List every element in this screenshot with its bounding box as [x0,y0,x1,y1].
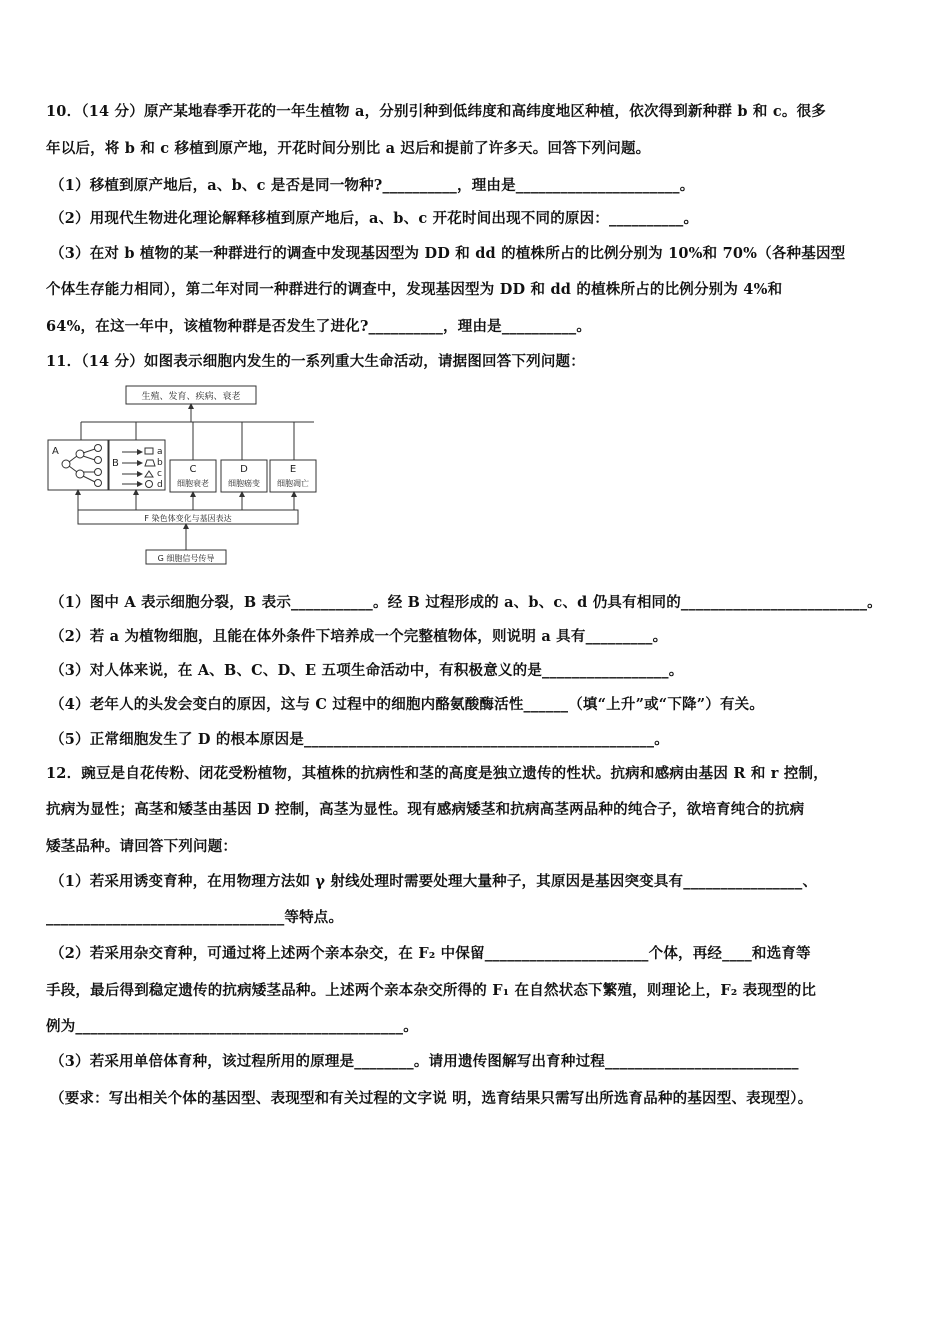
q11-part1: （1）图中 A 表示细胞分裂，B 表示___________。经 B 过程形成的 a、b、c、d 仍具有相同的_________________________。 [50,594,882,611]
cell-life-activities-diagram [46,384,326,574]
label-d: D [240,464,248,475]
label-e: E [289,464,297,475]
label-f: F 染色体变化与基因表达 [144,514,232,523]
q10-part1: （1）移植到原产地后，a、b、c 是否是同一物种?__________，理由是______________________。 [50,177,695,194]
q12-part3-line2: （要求：写出相关个体的基因型、表现型和有关过程的文字说 明，选育结果只需写出所选育品种的基因型、表现型）。 [50,1090,813,1107]
q10-line2: 年以后，将 b 和 c 移植到原产地，开花时间分别比 a 迟后和提前了许多天。回答下列问题。 [46,140,651,157]
q11-part3: （3）对人体来说，在 A、B、C、D、E 五项生命活动中，有积极意义的是_________________。 [50,662,684,679]
q12-part2-line1: （2）若采用杂交育种，可通过将上述两个亲本杂交，在 F₂ 中保留______________________个体，再经____和选育等 [50,945,811,962]
q12-part3-line1: （3）若采用单倍体育种，该过程所用的原理是________。请用遗传图解写出育种过程__________________________ [50,1053,799,1070]
q11-part4: （4）老年人的头发会变白的原因，这与 C 过程中的细胞内酪氨酸酶活性______（填“上升”或“下降”）有关。 [50,696,765,713]
q10-part2: （2）用现代生物进化理论解释移植到原产地后，a、b、c 开花时间出现不同的原因：__________。 [50,210,699,227]
q12-line3: 矮茎品种。请回答下列问题： [46,838,238,855]
q10-head: 10．（14 分）原产某地春季开花的一年生植物 a，分别引种到低纬度和高纬度地区种植，依次得到新种群 b 和 c。很多 [46,103,827,120]
label-out-a: a [157,447,163,457]
q12-part2-line2: 手段，最后得到稳定遗传的抗病矮茎品种。上述两个亲本杂交所得的 F₁ 在自然状态下繁殖，则理论上，F₂ 表现型的比 [46,982,817,999]
label-out-d: d [157,480,163,490]
label-d-text: 细胞癌变 [228,479,260,488]
q11-part2: （2）若 a 为植物细胞，且能在体外条件下培养成一个完整植物体，则说明 a 具有_________。 [50,628,668,645]
q10-part3-line2: 个体生存能力相同），第二年对同一种群进行的调查中，发现基因型为 DD 和 dd 的植株所占的比例分别为 4%和 [46,281,783,298]
q12-head: 12．豌豆是自花传粉、闭花受粉植物，其植株的抗病性和茎的高度是独立遗传的性状。抗病和感病由基因 R 和 r 控制， [46,765,828,782]
q12-line2: 抗病为显性；高茎和矮茎由基因 D 控制，高茎为显性。现有感病矮茎和抗病高茎两品种的纯合子，欲培育纯合的抗病 [46,801,805,818]
label-b: B [112,458,119,469]
q11-part5: （5）正常细胞发生了 D 的根本原因是_______________________________________________。 [50,731,669,748]
label-e-text: 细胞凋亡 [277,479,309,488]
label-out-c: c [157,469,162,479]
top-box-label: 生殖、发育、疾病、衰老 [141,392,241,402]
label-g: G 细胞信号传导 [157,554,215,563]
label-out-b: b [157,458,163,468]
q12-part2-line3: 例为____________________________________________。 [46,1018,418,1035]
label-c: C [189,464,197,475]
q10-part3-line1: （3）在对 b 植物的某一种群进行的调查中发现基因型为 DD 和 dd 的植株所占的比例分别为 10%和 70%（各种基因型 [50,245,846,262]
label-a: A [52,446,59,457]
q12-part1-line1: （1）若采用诱变育种，在用物理方法如 γ 射线处理时需要处理大量种子，其原因是基因突变具有________________、 [50,873,818,890]
q12-part1-line2: ________________________________等特点。 [46,909,344,926]
q10-part3-line3: 64%，在这一年中，该植物种群是否发生了进化?__________，理由是__________。 [46,318,592,335]
label-c-text: 细胞衰老 [177,479,209,488]
q11-head: 11．（14 分）如图表示细胞内发生的一系列重大生命活动，请据图回答下列问题： [46,353,585,370]
